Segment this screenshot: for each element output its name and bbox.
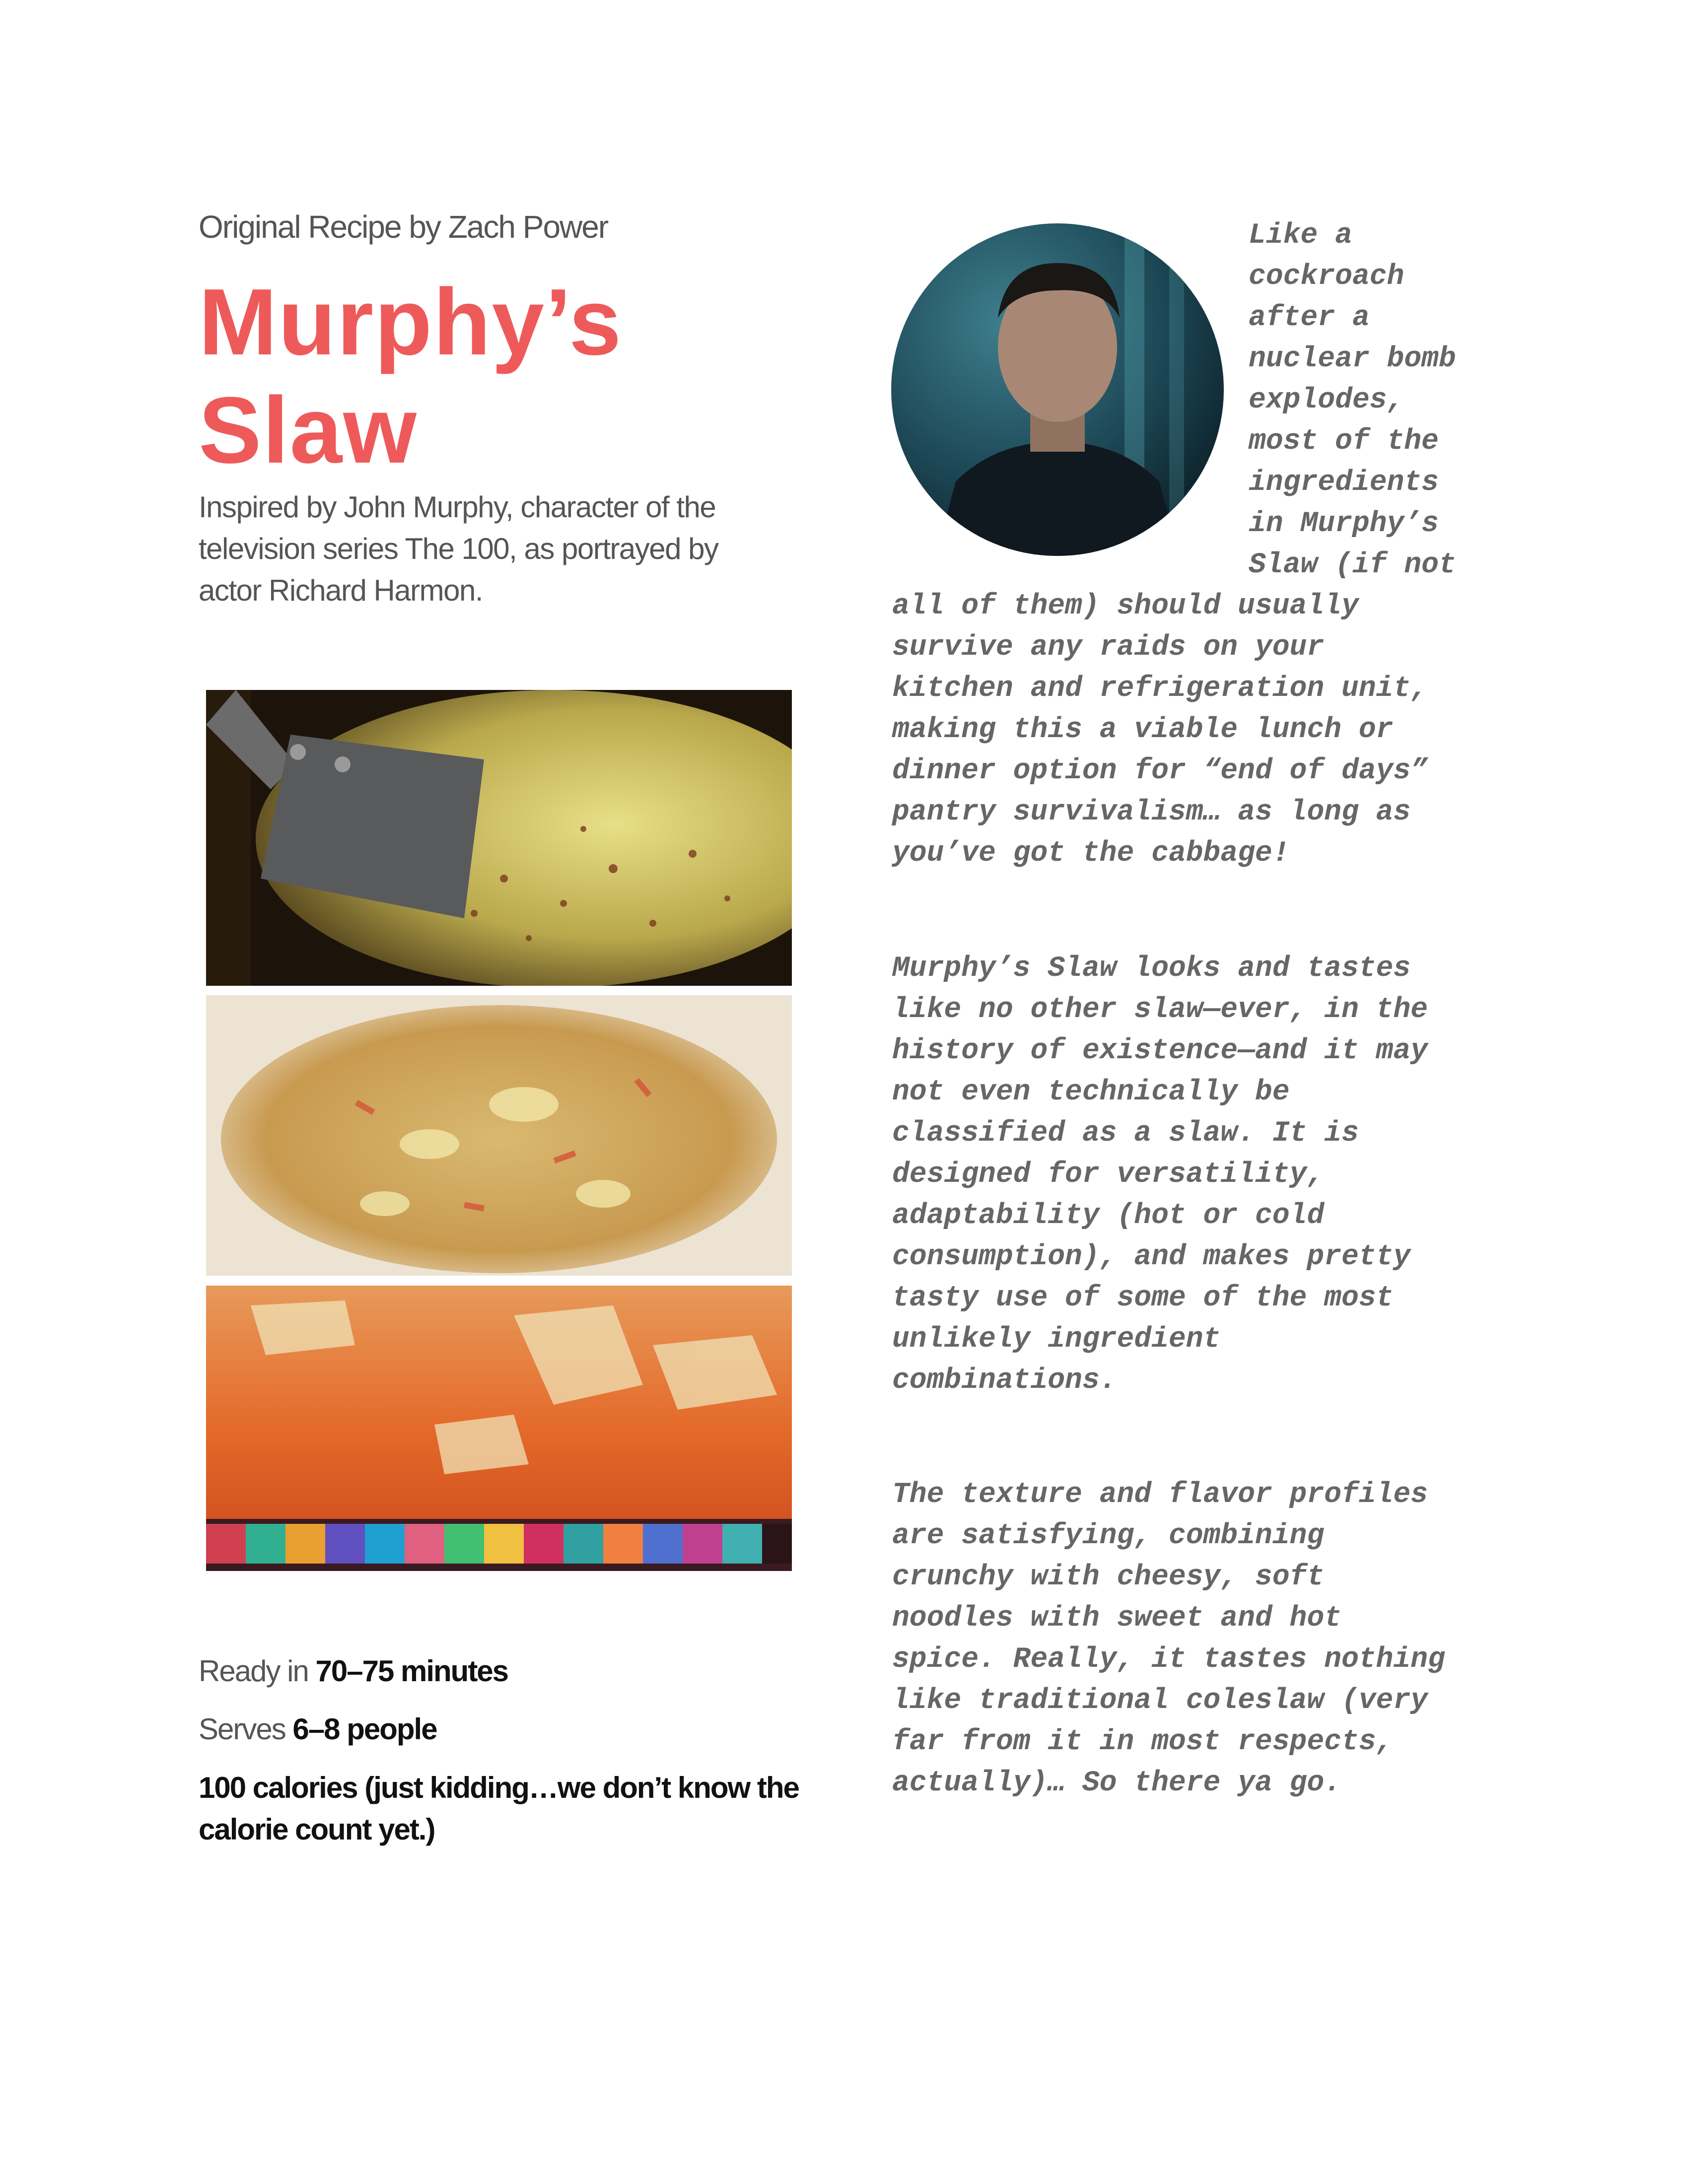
calories-note: 100 calories (just kidding…we don’t know the calorie count yet.) [199,1771,799,1846]
title-line-2: Slaw [199,378,418,483]
serves-label: Serves [199,1712,293,1746]
intro-line: after a [1249,302,1370,334]
paragraph-2-line: not even technically be [892,1076,1290,1108]
intro-line: all of them) should usually [892,590,1359,622]
paragraph-2-line: unlikely ingredient [892,1323,1221,1356]
paragraph-2-line: combinations. [892,1365,1117,1397]
photo-slaw-in-dish [206,1286,792,1571]
serves-value: 6–8 people [292,1712,437,1746]
ready-label: Ready in [199,1654,316,1688]
intro-line: Like a [1249,219,1352,252]
recipe-title [199,268,794,484]
recipe-byline: Original Recipe by Zach Power [199,209,608,245]
intro-line: dinner option for “end of days” [892,755,1428,787]
intro-line: making this a viable lunch or [892,714,1394,746]
avatar-portrait [891,223,1224,556]
paragraph-3-line: spice. Really, it tastes nothing [892,1643,1445,1676]
title-line-1: Murphy’s [199,270,623,375]
paragraph-2-line: adaptability (hot or cold [892,1200,1325,1232]
intro-line: in Murphy’s [1249,508,1439,540]
paragraph-2-line: like no other slaw—ever, in the [892,994,1428,1026]
paragraph-2-line: designed for versatility, [892,1159,1325,1191]
intro-line: most of the [1249,425,1439,458]
paragraph-3-line: noodles with sweet and hot [892,1602,1341,1635]
intro-line: cockroach [1249,261,1405,293]
intro-line: explodes, [1249,384,1405,416]
photo-slaw-in-pan [206,690,792,986]
paragraph-3-line: far from it in most respects, [892,1726,1394,1758]
ready-time [199,1650,824,1692]
paragraph-2-line: classified as a slaw. It is [892,1117,1359,1150]
intro-line: nuclear bomb [1249,343,1456,375]
intro-line: pantry survivalism… as long as [892,796,1411,828]
intro-line: ingredients [1249,467,1439,499]
paragraph-3-line: like traditional coleslaw (very [892,1685,1428,1717]
paragraph-2-line: history of existence—and it may [892,1035,1428,1067]
recipe-inspiration: Inspired by John Murphy, character of the television series The 100, as portrayed by actor Richard Harmon. [199,490,718,607]
ready-value: 70–75 minutes [315,1654,508,1688]
intro-line: you’ve got the cabbage! [892,837,1290,870]
paragraph-3-line: crunchy with cheesy, soft [892,1561,1325,1593]
paragraph-2-line: Murphy’s Slaw looks and tastes [892,953,1411,985]
intro-line: Slaw (if not [1249,549,1456,581]
photo-slaw-on-plate [206,995,792,1276]
paragraph-3-line: The texture and flavor profiles [892,1479,1428,1511]
intro-line: survive any raids on your [892,631,1325,664]
paragraph-2-line: consumption), and makes pretty [892,1241,1411,1273]
paragraph-3-line: actually)… So there ya go. [892,1767,1341,1799]
servings [199,1708,824,1750]
intro-line: kitchen and refrigeration unit, [892,673,1428,705]
paragraph-2-line: tasty use of some of the most [892,1282,1394,1314]
paragraph-3-line: are satisfying, combining [892,1520,1325,1552]
